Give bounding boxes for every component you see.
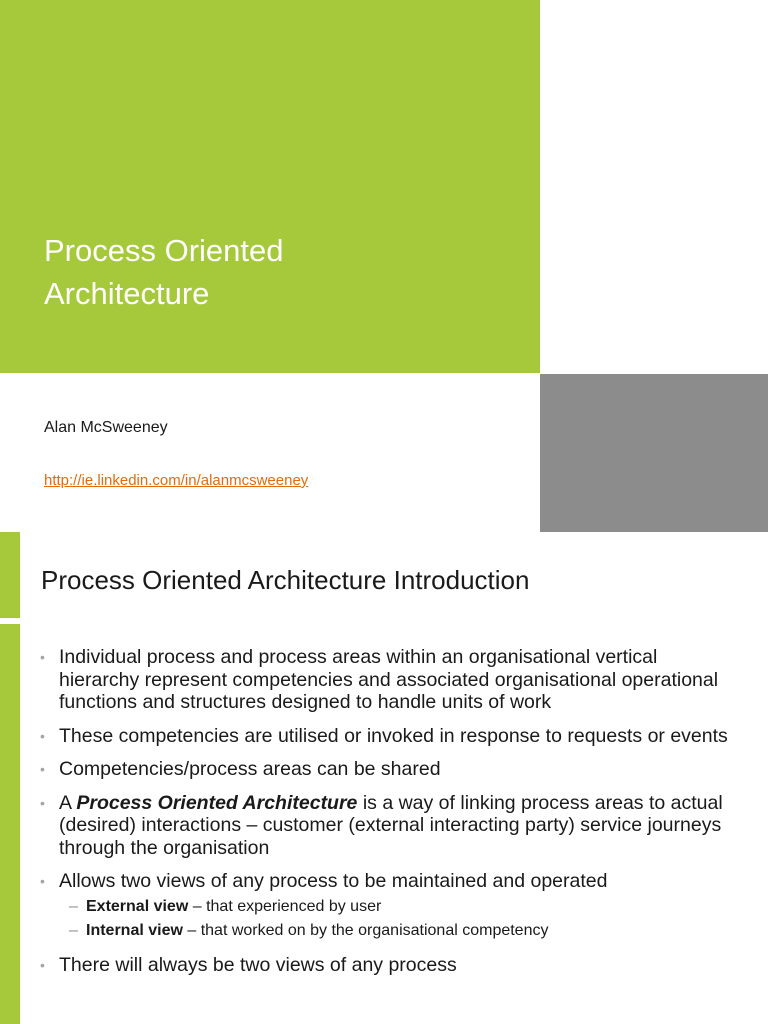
body-accent-bar [0, 624, 20, 1024]
sub-bullet-label: External view [86, 897, 189, 915]
bullet-text: These competencies are utilised or invoked in response to requests or events [59, 724, 728, 747]
decorative-gray-block [540, 374, 768, 532]
sub-bullet-label: Internal view [86, 921, 183, 939]
bullet-item-5 [40, 870, 740, 943]
bullet-text: Individual process and process areas within an organisational vertical hierarchy represent competencies and associated organisational operational functions and structures designed to handle units of work [59, 646, 719, 713]
title-accent-bar [0, 532, 20, 618]
slide-title [44, 229, 524, 315]
bullet-marker-icon: • [40, 873, 45, 889]
content-slide [0, 532, 768, 1024]
sub-bullet-list [59, 895, 740, 943]
dash-marker-icon: – [69, 897, 78, 915]
sub-bullet-text: – that worked on by the organisational competency [182, 921, 549, 939]
bullet-item-2 [40, 725, 740, 748]
linkedin-link[interactable]: http://ie.linkedin.com/in/alanmcsweeney [44, 472, 309, 489]
slide-title-line2: Architecture [44, 276, 210, 311]
bullet-marker-icon: • [40, 761, 45, 777]
dash-marker-icon: – [69, 921, 78, 939]
slide-title-line1: Process Oriented [44, 233, 284, 268]
bullet-emphasis: Process Oriented Architecture [76, 791, 358, 814]
sub-bullet-internal-view [59, 919, 740, 943]
author-name: Alan McSweeney [44, 419, 168, 436]
bullet-item-4 [40, 792, 740, 860]
content-slide-title: Process Oriented Architecture Introduction [41, 565, 530, 595]
bullet-text-prefix: A [59, 791, 77, 814]
bullet-marker-icon: • [40, 956, 45, 973]
sub-bullet-text: – that experienced by user [188, 897, 382, 915]
sub-bullet-external-view [59, 895, 740, 919]
bullet-list [40, 646, 740, 987]
bullet-text: Competencies/process areas can be shared [59, 758, 441, 780]
bullet-marker-icon: • [40, 727, 45, 744]
bullet-text: Allows two views of any process to be maintained and operated [59, 870, 608, 892]
bullet-item-1 [40, 646, 740, 714]
bullet-item-6 [40, 954, 740, 977]
bullet-marker-icon: • [40, 794, 45, 811]
title-background-block [0, 0, 540, 373]
bullet-text-suffix: is a way of linking process areas to actual (desired) interactions – customer (external interacting party) service journeys through the organisation [59, 791, 723, 859]
bullet-item-3 [40, 758, 740, 781]
bullet-marker-icon: • [40, 649, 45, 665]
bullet-text: There will always be two views of any process [59, 953, 457, 976]
